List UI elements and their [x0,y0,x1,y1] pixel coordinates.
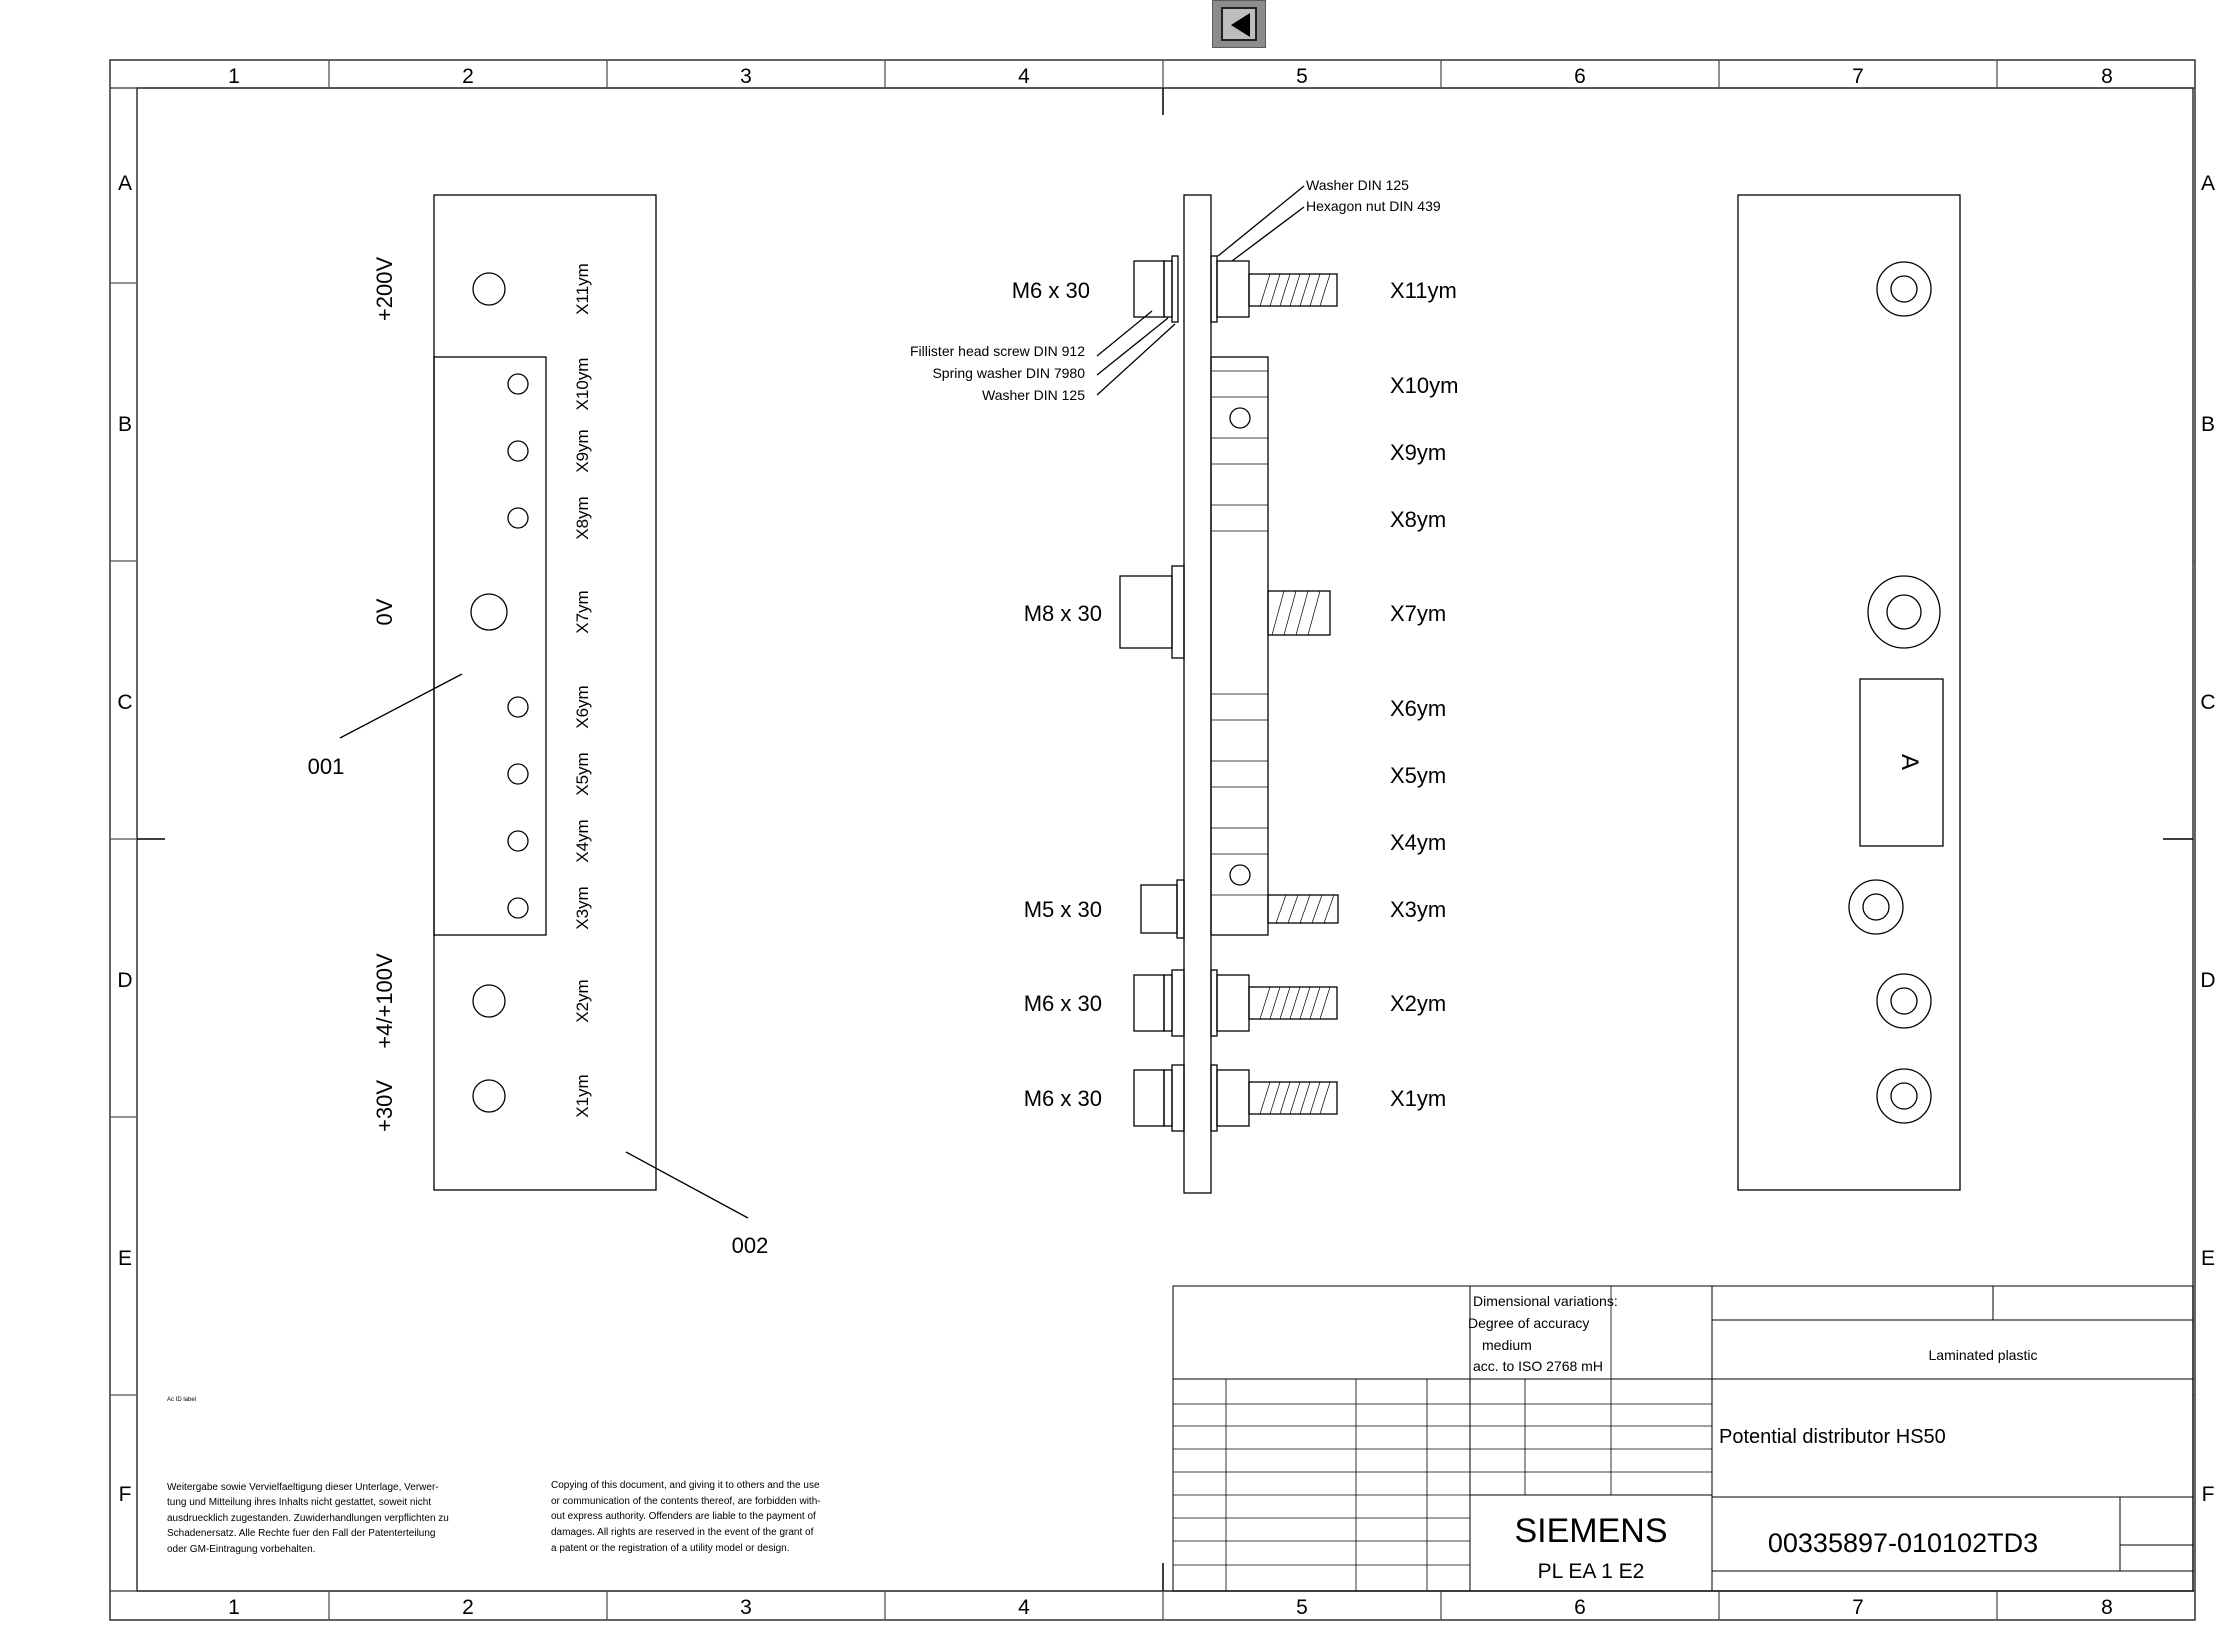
svg-text:ausdruecklich zugestanden. Zuw: ausdruecklich zugestanden. Zuwiderhandlungen verpflichten zu [167,1513,449,1524]
tolerance-line: Dimensional variations: [1473,1293,1618,1309]
title-block-text [1468,1293,2038,1583]
terminal-label: X4ym [1390,830,1447,855]
col-label-bottom: 8 [2101,1596,2113,1619]
voltage-label: +4/+100V [372,953,397,1049]
terminal-label: X3ym [1390,897,1447,922]
row-label-right: A [2200,172,2216,195]
svg-text:a patent or the registration o: a patent or the registration of a utility model or design. [551,1543,790,1554]
screw-assembly [1134,1065,1337,1131]
callout-washer: Washer DIN 125 [982,387,1085,403]
col-label-bottom: 6 [1574,1596,1586,1619]
col-label-bottom: 5 [1296,1596,1308,1619]
row-label-right: D [2200,969,2216,992]
terminal-label: X4ym [573,819,592,863]
col-label-top: 3 [740,65,752,88]
screw-label: M6 x 30 [1023,1086,1102,1111]
terminal-label: X5ym [1390,763,1447,788]
row-label-left: F [118,1483,132,1506]
col-label-top: 4 [1018,65,1030,88]
screw-label: M6 x 30 [1011,278,1090,303]
svg-text:Schadenersatz. Alle Rechte fue: Schadenersatz. Alle Rechte fuer den Fall der Patenterteilung [167,1528,436,1539]
department: PL EA 1 E2 [1537,1560,1645,1583]
callout-washer: Washer DIN 125 [1306,177,1409,193]
terminal-label: X1ym [573,1074,592,1118]
drawing-number: 00335897-010102TD3 [1767,1528,2039,1558]
screw-label: M5 x 30 [1023,897,1102,922]
row-label-right: F [2201,1483,2215,1506]
drawing-frame [110,60,2195,1620]
terminal-label: X3ym [573,886,592,930]
col-label-top: 8 [2101,65,2113,88]
svg-text:out express authority. Offende: out express authority. Offenders are liable to the payment of [551,1511,816,1522]
rear-view [1738,195,1960,1190]
terminal-label: X9ym [573,429,592,473]
col-label-bottom: 2 [462,1596,474,1619]
col-label-bottom: 4 [1018,1596,1030,1619]
row-label-left: A [117,172,133,195]
terminal-label: X9ym [1390,440,1447,465]
col-label-top: 5 [1296,65,1308,88]
svg-text:Weitergabe sowie Vervielfaelti: Weitergabe sowie Vervielfaeltigung dieser Unterlage, Verwer- [167,1482,439,1493]
frame-labels [117,65,2215,1619]
terminal-label: X7ym [1390,601,1447,626]
svg-text:damages. All rights are reserv: damages. All rights are reserved in the event of the grant of [551,1527,814,1538]
tolerance-line: medium [1482,1337,1532,1353]
col-label-bottom: 3 [740,1596,752,1619]
screw-assembly [1134,256,1337,322]
terminal-label: X8ym [1390,507,1447,532]
voltage-label: 0V [372,598,397,626]
part-ref-001: 001 [307,754,345,779]
terminal-label: X5ym [573,752,592,796]
row-label-left: D [117,969,133,992]
row-label-right: C [2200,691,2216,714]
company-name: SIEMENS [1514,1512,1668,1550]
front-view-labels [308,257,769,1258]
screw-label: M6 x 30 [1023,991,1102,1016]
small-mark: Ac ID label [167,1397,197,1403]
screw-assembly [1134,970,1337,1036]
terminal-label: X11ym [573,263,592,315]
terminal-label: X7ym [573,590,592,634]
svg-text:tung und Mitteilung ihres Inha: tung und Mitteilung ihres Inhalts nicht gestattet, soweit nicht [167,1497,432,1508]
terminal-label: X10ym [573,357,592,411]
row-label-right: E [2200,1247,2216,1270]
terminal-label: X10ym [1390,373,1459,398]
callout-spring-washer: Spring washer DIN 7980 [932,365,1085,381]
tolerance-line: acc. to ISO 2768 mH [1473,1358,1603,1374]
rear-label-box-text: A [1896,753,1923,771]
col-label-top: 7 [1852,65,1864,88]
terminal-holes [471,273,528,1112]
terminal-label: X11ym [1390,278,1457,303]
part-ref-002: 002 [731,1233,769,1258]
row-label-right: B [2200,413,2216,436]
notice-english [551,1480,821,1554]
svg-text:oder GM-Eintragung vorbehalten: oder GM-Eintragung vorbehalten. [167,1544,316,1555]
front-view [340,195,748,1218]
terminal-label: X2ym [573,979,592,1023]
callout-fillister-screw: Fillister head screw DIN 912 [909,343,1085,359]
terminal-label: X1ym [1390,1086,1447,1111]
voltage-label: +200V [372,256,397,322]
terminal-label: X6ym [573,685,592,729]
svg-text:or communication of the conten: or communication of the contents thereof, are forbidden with- [551,1496,821,1507]
callout-hex-nut: Hexagon nut DIN 439 [1306,198,1441,214]
screw-assembly [1141,880,1338,938]
title-block [1173,1286,2193,1591]
col-label-bottom: 7 [1852,1596,1864,1619]
drawing-title: Potential distributor HS50 [1719,1426,1946,1448]
terminal-label: X6ym [1390,696,1447,721]
notice-german [167,1482,449,1555]
svg-text:Copying of this document, and: Copying of this document, and giving it to others and the use [551,1480,820,1491]
material: Laminated plastic [1928,1347,2038,1363]
row-label-left: B [117,413,133,436]
row-label-left: C [117,691,133,714]
terminal-label: X8ym [573,496,592,540]
tolerance-line: Degree of accuracy [1468,1315,1590,1331]
terminal-label: X2ym [1390,991,1447,1016]
col-label-top: 6 [1574,65,1586,88]
side-view [1097,186,1338,1193]
col-label-top: 1 [228,65,240,88]
voltage-label: +30V [372,1080,397,1132]
col-label-bottom: 1 [228,1596,240,1619]
row-label-left: E [117,1247,133,1270]
screw-assembly [1120,566,1330,658]
screw-label: M8 x 30 [1023,601,1102,626]
col-label-top: 2 [462,65,474,88]
